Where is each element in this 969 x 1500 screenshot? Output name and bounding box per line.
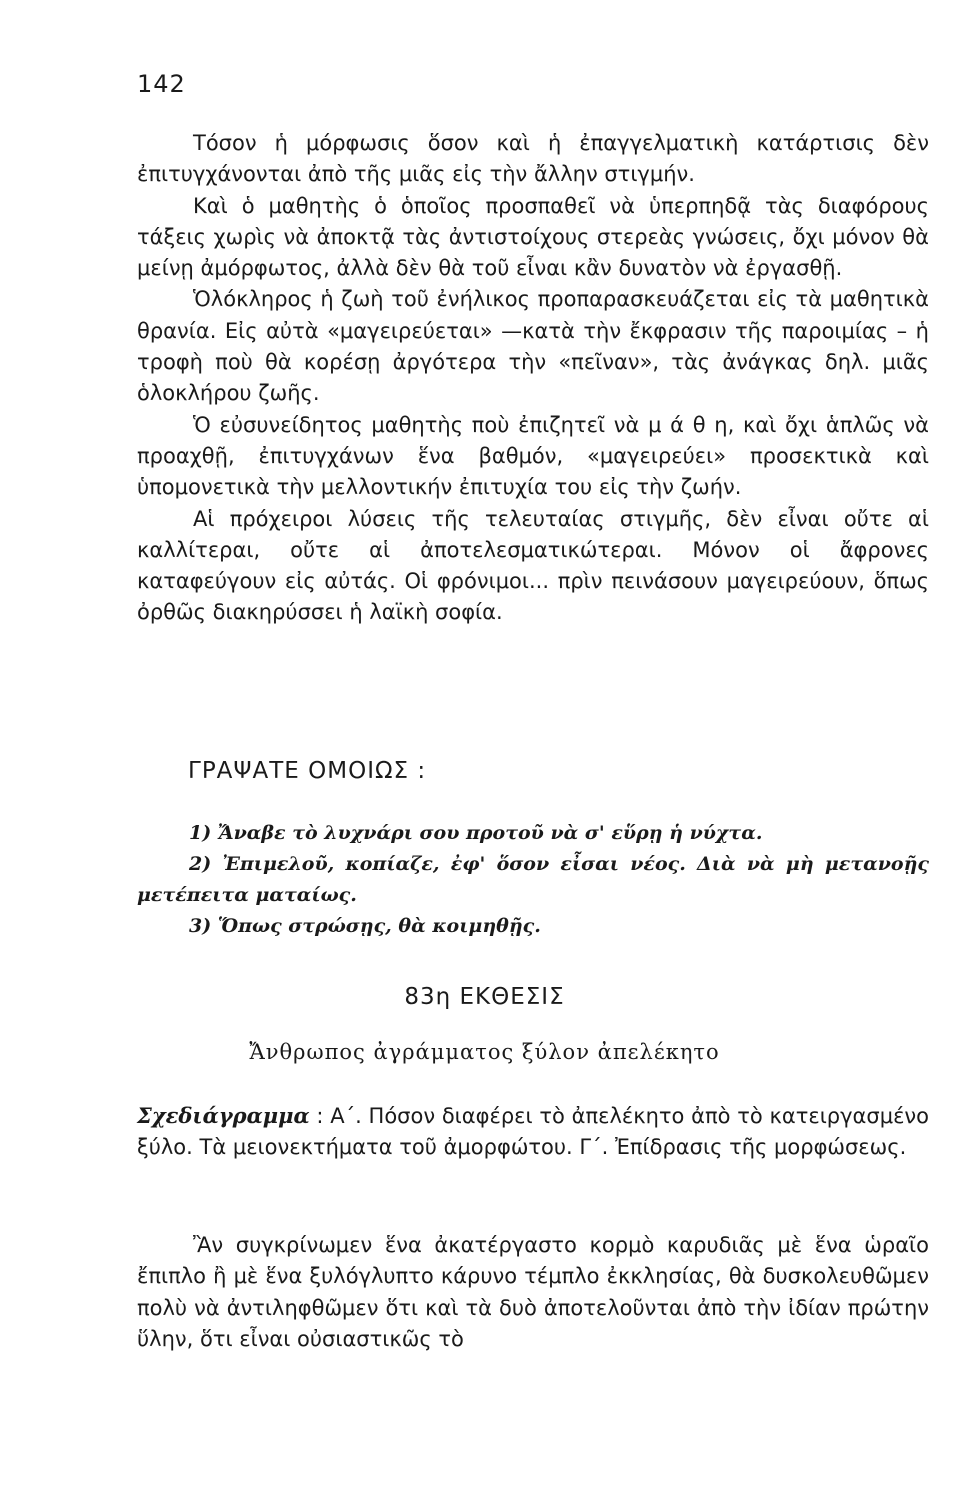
paragraph-2: Καὶ ὁ μαθητὴς ὁ ὁποῖος προσπαθεῖ νὰ ὑπερπηδᾷ τὰς διαφόρους τάξεις χωρὶς νὰ ἀποκτᾷ τὰς ἀντιστοίχους στερεὰς γνώσεις, ὄχι μόνον θὰ μείνῃ ἀμόρφωτος, ἀλλὰ δὲν θὰ τοῦ εἶναι κἂν δυνατὸν νὰ ἐργασθῇ.: [137, 193, 929, 281]
outline-text: : Α΄. Πόσον διαφέρει τὸ ἀπελέκητο ἀπὸ τὸ κατειργασμένο ξύλο. Τὰ μειονεκτήματα τοῦ ἀμορφώτου. Γ΄. Ἐπίδρασις τῆς μορφώσεως.: [137, 1104, 929, 1160]
paragraph-1: Τόσον ἡ μόρφωσις ὅσον καὶ ἡ ἐπαγγελματικὴ κατάρτισις δὲν ἐπιτυγχάνονται ἀπὸ τῆς μιᾶς εἰς τὴν ἄλλην στιγμήν.: [137, 131, 929, 187]
essay-outline: [137, 1100, 929, 1164]
proverb-item: 1) Ἄναβε τὸ λυχνάρι σου προτοῦ νὰ σ' εὕρῃ ἡ νύχτα.: [189, 822, 763, 844]
paragraph-3: Ὁλόκληρος ἡ ζωὴ τοῦ ἐνήλικος προπαρασκευάζεται εἰς τὰ μαθητικὰ θρανία. Εἰς αὐτὰ «μαγειρεύεται» —κατὰ τὴν ἔκφρασιν τῆς παροιμίας – ἡ τροφὴ ποὺ θὰ κορέσῃ ἀργότερα τὴν «πεῖναν», τὰς ἀνάγκας δηλ. μιᾶς ὁλοκλήρου ζωῆς.: [137, 287, 929, 406]
proverbs-list: [137, 818, 929, 942]
paragraph-5: Αἱ πρόχειροι λύσεις τῆς τελευταίας στιγμῆς, δὲν εἶναι οὔτε αἱ καλλίτεραι, οὔτε αἱ ἀποτελεσματικώτεραι. Μόνον οἱ ἄφρονες καταφεύγουν εἰς αὐτάς. Οἱ φρόνιμοι... πρὶν πεινάσουν μαγειρεύουν, ὅπως ὀρθῶς διακηρύσσει ἡ λαϊκὴ σοφία.: [137, 506, 929, 625]
body-text: [137, 128, 929, 629]
outline-label: Σχεδιάγραμμα: [137, 1103, 310, 1128]
write-similarly-heading: ΓΡΑΨΑΤΕ ΟΜΟΙΩΣ :: [188, 758, 427, 784]
page-number: 142: [137, 70, 186, 98]
proverb-item: 2) Ἐπιμελοῦ, κοπίαζε, ἐφ' ὅσον εἶσαι νέος. Διὰ νὰ μὴ μετανοῇς μετέπειτα ματαίως.: [137, 853, 929, 906]
essay-title: Ἄνθρωπος ἀγράμματος ξύλον ἀπελέκητο: [249, 1040, 720, 1064]
essay-number: 83η ΕΚΘΕΣΙΣ: [404, 984, 565, 1010]
paragraph-4: Ὁ εὐσυνείδητος μαθητὴς ποὺ ἐπιζητεῖ νὰ μ ά θ η, καὶ ὄχι ἁπλῶς νὰ προαχθῇ, ἐπιτυγχάνων ἕνα βαθμόν, «μαγειρεύει» προσεκτικὰ καὶ ὑπομονετικὰ τὴν μελλοντικήν ἐπιτυχία του εἰς τὴν ζωήν.: [137, 412, 929, 500]
essay-paragraph: Ἂν συγκρίνωμεν ἕνα ἀκατέργαστο κορμὸ καρυδιᾶς μὲ ἕνα ὡραῖο ἔπιπλο ἢ μὲ ἕνα ξυλόγλυπτο κάρυνο τέμπλο ἐκκλησίας, θὰ δυσκολευθῶμεν πολὺ νὰ ἀντιληφθῶμεν ὅτι καὶ τὰ δυὸ ἀποτελοῦνται ἀπὸ τὴν ἰδίαν πρώτην ὕλην, ὅτι εἶναι οὐσιαστικῶς τὸ: [137, 1233, 929, 1351]
essay-body: [137, 1230, 929, 1355]
proverb-item: 3) Ὅπως στρώσῃς, θὰ κοιμηθῇς.: [189, 915, 541, 937]
